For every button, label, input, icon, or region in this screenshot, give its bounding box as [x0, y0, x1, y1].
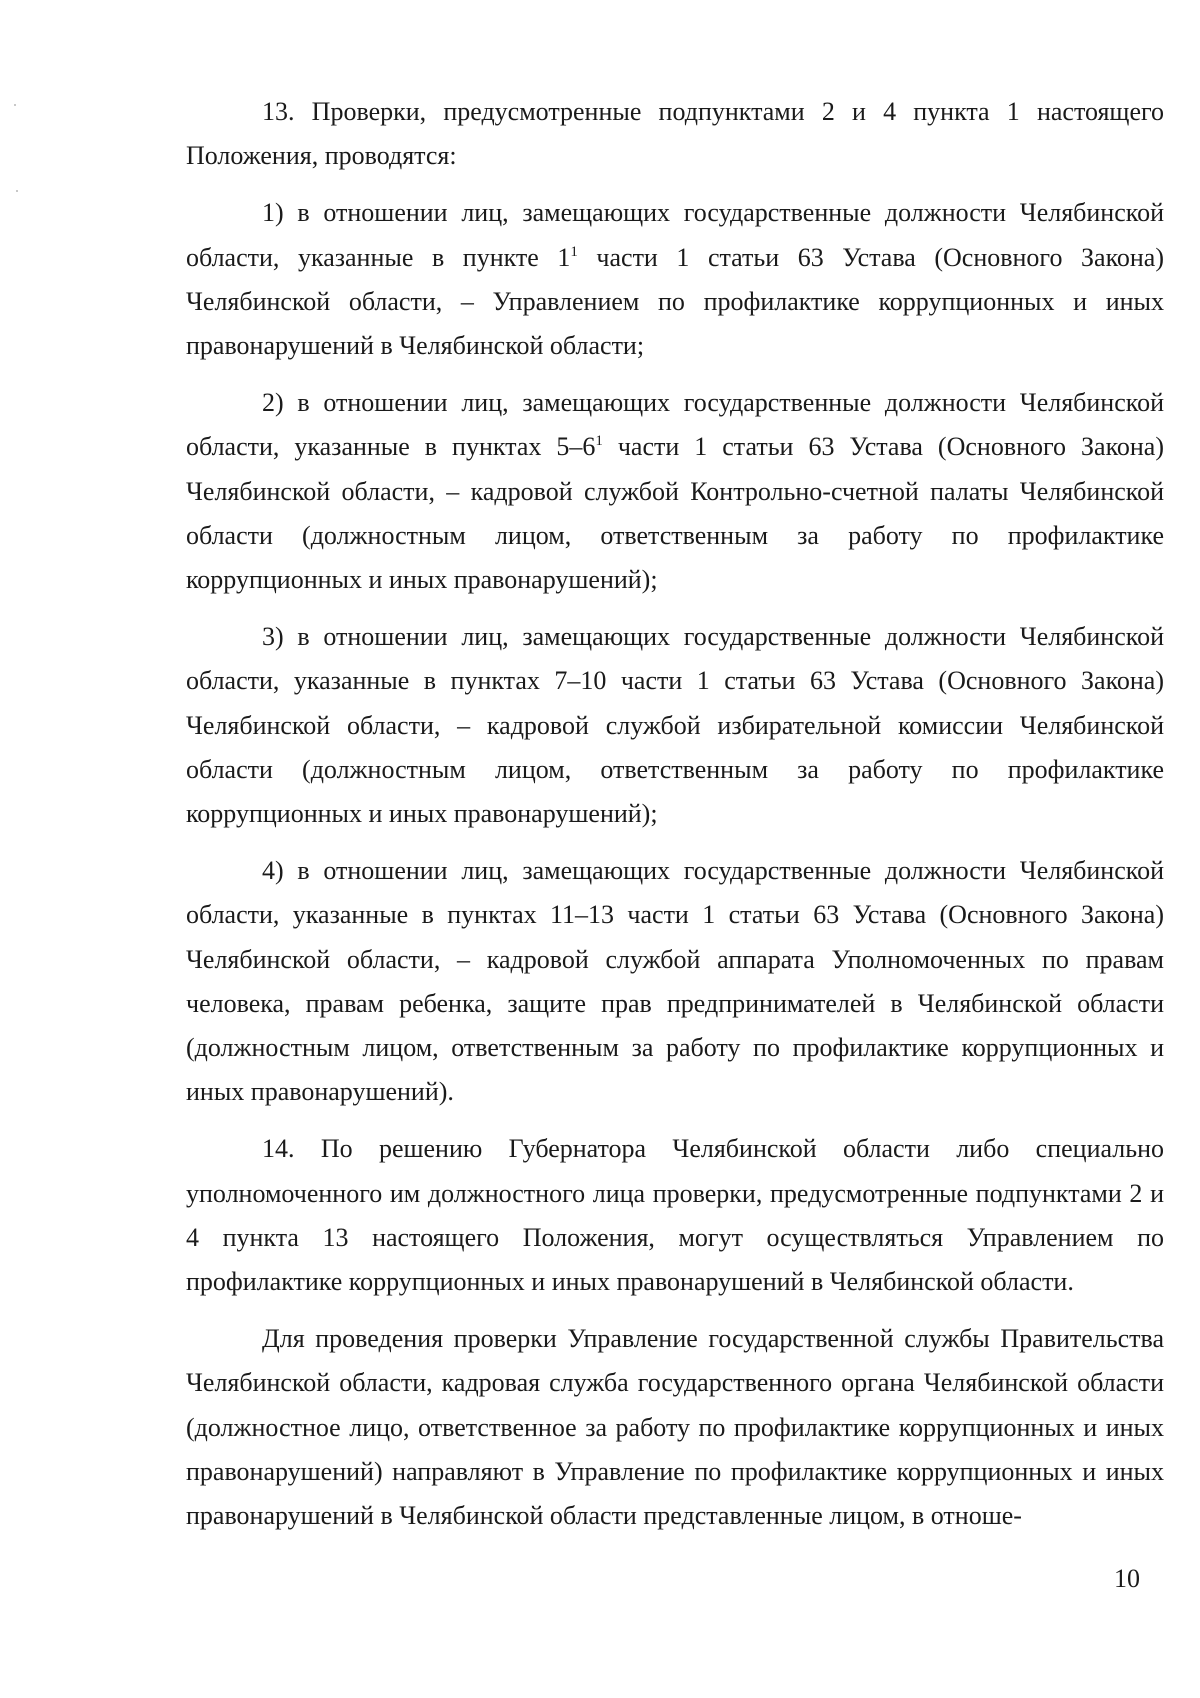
paragraph-13-subitem-1 — [186, 191, 1164, 368]
paragraph-text: 14. По решению Губернатора Челябинской области либо специально уполномоченного им должностного лица проверки, предусмотренные подпунктами 2 и 4 пункта 13 настоящего Положения, могут осуществляться Управлением по профилактике коррупционных и иных правонарушений в Челябинской области. — [186, 1134, 1164, 1297]
scan-artifact — [16, 190, 18, 192]
paragraph-13 — [186, 90, 1164, 178]
superscript: 1 — [595, 433, 603, 450]
paragraph-text: 2) в отношении лиц, замещающих государственные должности Челябинской области, указанные в пунктах 5–6 — [186, 388, 1164, 462]
paragraph-text: части 1 статьи 63 Устава (Основного Закона) Челябинской области, – Управлением по профилактике коррупционных и иных правонарушений в Челябинской области; — [186, 242, 1164, 361]
paragraph-13-subitem-2 — [186, 381, 1164, 602]
scan-artifact — [14, 104, 16, 106]
paragraph-14 — [186, 1127, 1164, 1304]
superscript: 1 — [570, 243, 578, 260]
paragraph-text: части 1 статьи 63 Устава (Основного Закона) Челябинской области, – кадровой службой Контрольно-счетной палаты Челябинской области (должностным лицом, ответственным за работу по профилактике коррупционных и иных правонарушений); — [186, 432, 1164, 595]
paragraph-text: Для проведения проверки Управление государственной службы Правительства Челябинской области, кадровая служба государственного органа Челябинской области (должностное лицо, ответственное за работу по профилактике коррупционных и иных правонарушений) направляют в Управление по профилактике коррупционных и иных правонарушений в Челябинской области представленные лицом, в отноше- — [186, 1324, 1164, 1531]
paragraph-14-continuation — [186, 1317, 1164, 1538]
page-number: 10 — [1114, 1564, 1140, 1593]
document-body — [186, 90, 1164, 1538]
paragraph-text: 13. Проверки, предусмотренные подпунктами 2 и 4 пункта 1 настоящего Положения, проводятся: — [186, 97, 1164, 171]
paragraph-text: 3) в отношении лиц, замещающих государственные должности Челябинской области, указанные в пунктах 7–10 части 1 статьи 63 Устава (Основного Закона) Челябинской области, – кадровой службой избирательной комиссии Челябинской области (должностным лицом, ответственным за работу по профилактике коррупционных и иных правонарушений); — [186, 622, 1164, 829]
paragraph-13-subitem-4 — [186, 849, 1164, 1114]
paragraph-text: 4) в отношении лиц, замещающих государственные должности Челябинской области, указанные в пунктах 11–13 части 1 статьи 63 Устава (Основного Закона) Челябинской области, – кадровой службой аппарата Уполномоченных по правам человека, правам ребенка, защите прав предпринимателей в Челябинской области (должностным лицом, ответственным за работу по профилактике коррупционных и иных правонарушений). — [186, 856, 1164, 1107]
paragraph-text: 1) в отношении лиц, замещающих государственные должности Челябинской области, указанные в пункте 1 — [186, 198, 1164, 272]
paragraph-13-subitem-3 — [186, 615, 1164, 836]
